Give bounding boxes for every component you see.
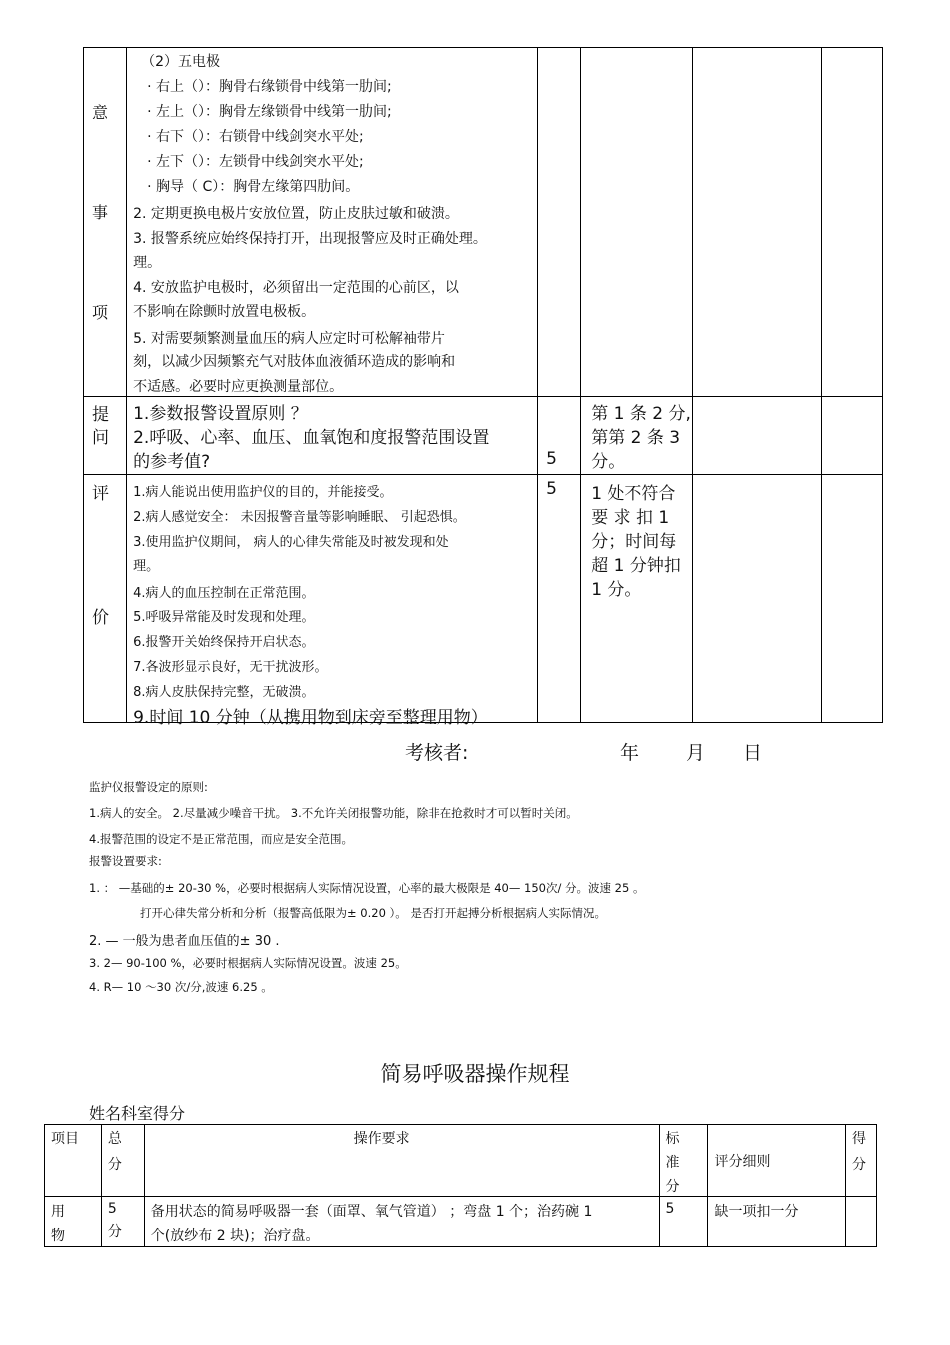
cell-text: 物 bbox=[51, 1228, 65, 1244]
category-char: 评 bbox=[92, 484, 109, 504]
cell-text: 个(放纱布 2 块)；治疗盘。 bbox=[150, 1228, 320, 1244]
cell-text: 用 bbox=[51, 1204, 65, 1220]
examiner-label: 考核者: bbox=[405, 742, 469, 764]
evaluation-row bbox=[84, 475, 883, 723]
header-text: 准 bbox=[665, 1155, 680, 1171]
header-text: 标 bbox=[665, 1131, 680, 1147]
header-text: 总 bbox=[107, 1131, 122, 1147]
footer-line: 1. ： —基础的± 20-30 %，必要时根据病人实际情况设置，心率的最大极限是 40— 150次/ 分。波速 25 。 bbox=[89, 881, 645, 895]
evaluation-table bbox=[83, 47, 883, 728]
rule-line: 超 1 分钟扣 bbox=[591, 556, 681, 576]
cell-text: 5 bbox=[665, 1201, 675, 1217]
notes-category bbox=[84, 48, 127, 397]
table-row bbox=[45, 1197, 877, 1247]
month-label: 月 bbox=[686, 742, 706, 764]
rule-line: 第第 2 条 3 bbox=[591, 428, 681, 448]
evaluation-line: 3.使用监护仪期间， 病人的心律失常能及时被发现和处 bbox=[133, 535, 449, 550]
notes-line: （2）五电极 bbox=[141, 54, 221, 70]
notes-line: · 左下（）：左锁骨中线剑突水平处; bbox=[147, 154, 364, 170]
row-rule bbox=[708, 1197, 846, 1247]
cell-text: 备用状态的简易呼吸器一套（面罩、氧气管道） ；弯盘 1 个；治药碗 1 bbox=[150, 1204, 593, 1220]
footer-line: 监护仪报警设定的原则: bbox=[89, 780, 208, 794]
question-line: 1.参数报警设置原则 ？ bbox=[133, 404, 308, 424]
evaluation-line: 理。 bbox=[133, 559, 160, 574]
rule-line: 分；时间每 bbox=[591, 532, 677, 552]
evaluation-line: 9.时间 10 分钟（从携用物到床旁至整理用物） bbox=[133, 708, 488, 728]
header-text: 分 bbox=[851, 1157, 866, 1173]
category-char: 提 bbox=[92, 405, 109, 425]
header-rules bbox=[708, 1125, 846, 1197]
notes-line: 5. 对需要频繁测量血压的病人应定时可松解袖带片 bbox=[133, 331, 445, 347]
row-total bbox=[101, 1197, 144, 1247]
score-value: 5 bbox=[546, 479, 557, 499]
header-text: 评分细则 bbox=[714, 1153, 771, 1170]
header-score bbox=[845, 1125, 876, 1197]
header-text: 得 bbox=[851, 1131, 866, 1147]
evaluation-blank bbox=[693, 475, 821, 723]
header-text: 分 bbox=[665, 1179, 680, 1195]
evaluation-content bbox=[127, 475, 538, 728]
notes-points bbox=[821, 48, 882, 397]
evaluation-line: 7.各波形显示良好，无干扰波形。 bbox=[133, 660, 328, 675]
header-row bbox=[45, 1125, 877, 1197]
notes-line: 2. 定期更换电极片安放位置，防止皮肤过敏和破溃。 bbox=[133, 206, 459, 222]
notes-rule bbox=[581, 48, 693, 397]
header-text: 项目 bbox=[51, 1131, 79, 1147]
rule-line: 要 求 扣 1 bbox=[591, 508, 670, 528]
questions-row bbox=[84, 397, 883, 475]
evaluation-score bbox=[538, 475, 581, 723]
footer-line: 2. — 一般为患者血压值的± 30 . bbox=[89, 934, 280, 949]
category-char: 价 bbox=[92, 608, 109, 628]
notes-line: 3. 报警系统应始终保持打开，出现报警应及时正确处理。 bbox=[133, 231, 487, 247]
header-text: 分 bbox=[107, 1157, 122, 1173]
rule-line: 1 分。 bbox=[591, 580, 642, 600]
header-total bbox=[101, 1125, 144, 1197]
category-char: 问 bbox=[92, 428, 109, 448]
cell-text: 5 bbox=[107, 1201, 117, 1217]
evaluation-line: 5.呼吸异常能及时发现和处理。 bbox=[133, 610, 315, 625]
footer-line: 3. 2— 90-100 %，必要时根据病人实际情况设置。波速 25。 bbox=[89, 956, 407, 970]
question-line: 2.呼吸、心率、血压、血氧饱和度报警范围设置 bbox=[133, 428, 490, 448]
notes-row bbox=[84, 48, 883, 397]
footer-line: 4.报警范围的设定不是正常范围，而应是安全范围。 bbox=[89, 832, 353, 846]
questions-category bbox=[84, 397, 127, 475]
category-char: 事 bbox=[92, 203, 109, 222]
year-label: 年 bbox=[620, 742, 640, 764]
footer-line: 4. R— 10 ～30 次/分,波速 6.25 。 bbox=[89, 980, 273, 994]
notes-line: 刻，以减少因频繁充气对肢体血液循环造成的影响和 bbox=[133, 354, 456, 370]
footer-line: 1.病人的安全。 2.尽量减少噪音干扰。 3.不允许关闭报警功能，除非在抢救时才可以暂时关闭。 bbox=[89, 806, 578, 820]
question-line: 的参考值? bbox=[133, 452, 211, 472]
notes-line: · 右上（）：胸骨右缘锁骨中线第一肋间; bbox=[147, 79, 392, 95]
notes-line: · 胸导（ C）：胸骨左缘第四肋间。 bbox=[147, 179, 360, 195]
questions-points bbox=[821, 397, 882, 475]
questions-score bbox=[538, 397, 581, 475]
notes-line: 不适感。必要时应更换测量部位。 bbox=[133, 379, 344, 395]
header-text: 操作要求 bbox=[353, 1131, 410, 1147]
evaluation-line: 8.病人皮肤保持完整，无破溃。 bbox=[133, 685, 315, 700]
notes-line: · 右下（）：右锁骨中线剑突水平处; bbox=[147, 129, 364, 145]
footer-line: 报警设置要求: bbox=[89, 854, 162, 868]
evaluation-category bbox=[84, 475, 127, 723]
evaluation-line: 4.病人的血压控制在正常范围。 bbox=[133, 586, 315, 601]
procedure-table bbox=[44, 1124, 877, 1247]
evaluation-points bbox=[821, 475, 882, 723]
footer-line: 打开心律失常分析和分析（报警高低限为± 0.20 ）。 是否打开起搏分析根据病人实际情况。 bbox=[140, 906, 606, 920]
category-char: 项 bbox=[92, 303, 109, 322]
section-title: 简易呼吸器操作规程 bbox=[380, 1062, 570, 1086]
notes-blank bbox=[693, 48, 821, 397]
row-standard bbox=[659, 1197, 708, 1247]
header-standard bbox=[659, 1125, 708, 1197]
evaluation-rule bbox=[581, 475, 693, 723]
rule-line: 分。 bbox=[591, 452, 626, 472]
notes-line: · 左上（）：胸骨左缘锁骨中线第一肋间; bbox=[147, 104, 392, 120]
evaluation-line: 1.病人能说出使用监护仪的目的，并能接受。 bbox=[133, 485, 393, 500]
questions-blank bbox=[693, 397, 821, 475]
evaluation-line: 2.病人感觉安全： 未因报警音量等影响睡眠、 引起恐惧。 bbox=[133, 510, 466, 525]
row-item bbox=[45, 1197, 102, 1247]
header-item bbox=[45, 1125, 102, 1197]
rule-line: 第 1 条 2 分, bbox=[591, 404, 691, 424]
header-requirement bbox=[144, 1125, 659, 1197]
row-score bbox=[845, 1197, 876, 1247]
evaluation-line: 6.报警开关始终保持开启状态。 bbox=[133, 635, 315, 650]
notes-content bbox=[127, 48, 538, 397]
rule-line: 1 处不符合 bbox=[591, 484, 676, 504]
section-subtitle: 姓名科室得分 bbox=[89, 1104, 186, 1123]
notes-line: 不影响在除颤时放置电极板。 bbox=[133, 304, 316, 320]
row-requirement bbox=[144, 1197, 659, 1247]
score-value: 5 bbox=[546, 449, 557, 469]
notes-score bbox=[538, 48, 581, 397]
cell-text: 分 bbox=[107, 1224, 122, 1240]
questions-rule bbox=[581, 397, 693, 475]
notes-line: 4. 安放监护电极时，必须留出一定范围的心前区，以 bbox=[133, 280, 459, 296]
cell-text: 缺一项扣一分 bbox=[714, 1204, 799, 1220]
notes-line: 理。 bbox=[133, 255, 162, 271]
day-label: 日 bbox=[743, 742, 763, 764]
questions-content bbox=[127, 397, 538, 475]
category-char: 意 bbox=[92, 103, 109, 122]
